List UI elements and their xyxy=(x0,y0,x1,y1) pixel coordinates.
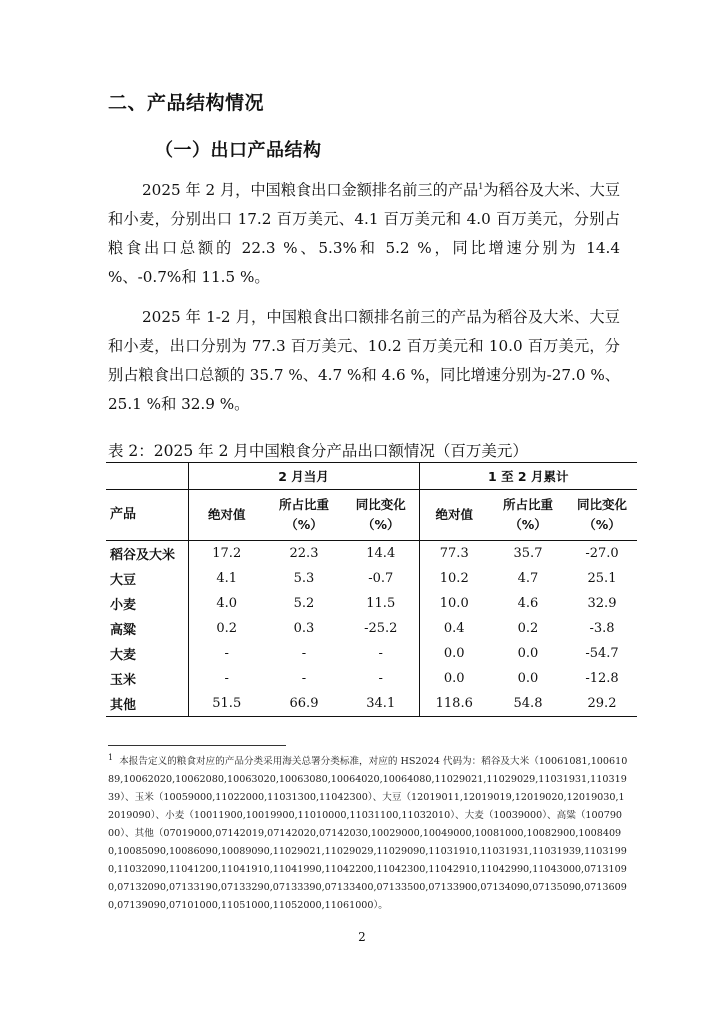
export-table xyxy=(106,462,637,717)
product-cell: 小麦 xyxy=(106,591,188,616)
month-share-cell: - xyxy=(301,646,307,661)
month-yoy-cell: 34.1 xyxy=(343,691,419,717)
table-row xyxy=(106,616,637,641)
cumulative-absolute-cell: 77.3 xyxy=(439,546,469,561)
month-yoy-cell: - xyxy=(343,641,419,666)
cumulative-yoy-cell: 32.9 xyxy=(587,596,617,611)
table-row xyxy=(106,591,637,616)
column-header-product: 产品 xyxy=(106,490,188,541)
cumulative-yoy-cell: -27.0 xyxy=(585,546,619,561)
month-share-cell: 5.3 xyxy=(293,571,315,586)
product-cell: 大豆 xyxy=(106,566,188,591)
paragraph-2-text: 2025 年 1-2 月，中国粮食出口额排名前三的产品为稻谷及大米、大豆和小麦，出口分别为 77.3 百万美元、10.2 百万美元和 10.0 百万美元，分别占粮食出口总额的 35.7 %、4.7 %和 4.6 %，同比增速分别为-27.0 %、25.1 %和 32.9 %。 xyxy=(108,308,620,413)
table-caption: 表 2：2025 年 2 月中国粮食分产品出口额情况（百万美元） xyxy=(108,442,528,460)
cumulative-yoy-cell: -54.7 xyxy=(585,646,619,661)
cumulative-absolute-cell: 10.2 xyxy=(439,571,469,586)
month-absolute-cell: 4.1 xyxy=(216,571,238,586)
footnote-text: 本报告定义的粮食对应的产品分类采用海关总署分类标准，对应的 HS2024 代码为：稻谷及大米（10061081,10061089,10062020,10062080,10063020,10063080,10064020,10064080,11029021,11029029,11031931,11031939）、玉米（10059000,11022000,11031300,11042300）、大豆（12019011,12019019,12019020,12019030,12019090）、小麦（10011900,10019900,11010000,11031100,11032010）、大麦（10039000）、高粱（10079000）、其他（07019000,07142019,07142020,07142030,10029000,10049000,10081000,10082900,10084090,10085090,10086090,10089090,11029021,11029029,11029090,11031910,11031931,11031939,11031990,11032090,11041200,11041910,11041990,11042200,11042300,11042910,11042990,11043000,07131090,07132090,07133190,07133290,07133390,07133400,07133500,07133900,07134090,07135090,07136090,07139090,07101000,11051000,11052000,11061000）。 xyxy=(108,756,628,911)
month-share-cell: - xyxy=(301,671,307,686)
month-share-cell: 5.2 xyxy=(293,596,315,611)
month-yoy-cell: 11.5 xyxy=(343,591,419,616)
month-yoy-cell: -0.7 xyxy=(343,566,419,591)
page-number: 2 xyxy=(358,930,366,944)
cumulative-absolute-cell: 0.0 xyxy=(443,671,465,686)
subsection-title: （一）出口产品结构 xyxy=(155,140,322,161)
table-row xyxy=(106,566,637,591)
cumulative-share-cell: 35.7 xyxy=(513,546,543,561)
cumulative-absolute-cell: 10.0 xyxy=(439,596,469,611)
table-body xyxy=(106,541,637,717)
product-cell: 其他 xyxy=(106,691,188,717)
product-cell: 大麦 xyxy=(106,641,188,666)
cumulative-share-cell: 4.7 xyxy=(517,571,539,586)
month-share-cell: 66.9 xyxy=(265,691,343,717)
cumulative-share-cell: 4.6 xyxy=(517,596,539,611)
paragraph-2 xyxy=(108,303,620,419)
product-cell: 玉米 xyxy=(106,666,188,691)
footnote-reference[interactable]: 1 xyxy=(478,181,484,191)
month-absolute-cell: 17.2 xyxy=(212,546,242,561)
cumulative-share-cell: 0.2 xyxy=(517,621,539,636)
month-share-cell: 0.3 xyxy=(293,621,315,636)
paragraph-1 xyxy=(108,176,620,292)
product-cell: 高粱 xyxy=(106,616,188,641)
month-share-cell: 22.3 xyxy=(289,546,319,561)
footnote xyxy=(108,753,628,915)
product-cell: 稻谷及大米 xyxy=(106,541,188,567)
cumulative-share-cell: 54.8 xyxy=(489,691,567,717)
month-yoy-cell: -25.2 xyxy=(343,616,419,641)
column-header-month-absolute: 绝对值 xyxy=(188,490,265,541)
cumulative-yoy-cell: 29.2 xyxy=(567,691,637,717)
table-row xyxy=(106,691,637,717)
table-row xyxy=(106,541,637,567)
month-absolute-cell: 51.5 xyxy=(188,691,265,717)
month-absolute-cell: 0.2 xyxy=(216,621,238,636)
cumulative-absolute-cell: 0.0 xyxy=(443,646,465,661)
section-title: 二、产品结构情况 xyxy=(108,92,265,114)
cumulative-share-cell: 0.0 xyxy=(517,671,539,686)
column-header-cumulative-absolute: 绝对值 xyxy=(419,490,489,541)
group-header-cumulative: 1 至 2 月累计 xyxy=(419,463,637,490)
column-header-month-share: 所占比重（%） xyxy=(265,490,343,541)
column-header-cumulative-share: 所占比重（%） xyxy=(489,490,567,541)
month-absolute-cell: - xyxy=(224,671,229,686)
table-corner xyxy=(106,463,188,490)
footnote-marker: 1 xyxy=(108,752,114,762)
cumulative-absolute-cell: 0.4 xyxy=(443,621,465,636)
footnote-rule xyxy=(108,745,286,746)
table-row xyxy=(106,666,637,691)
month-yoy-cell: 14.4 xyxy=(343,541,419,567)
cumulative-yoy-cell: 25.1 xyxy=(587,571,617,586)
cumulative-absolute-cell: 118.6 xyxy=(419,691,489,717)
cumulative-yoy-cell: -3.8 xyxy=(589,621,615,636)
table-row xyxy=(106,641,637,666)
month-yoy-cell: - xyxy=(343,666,419,691)
month-absolute-cell: 4.0 xyxy=(216,596,238,611)
paragraph-1-text-b: 为稻谷及大米、大豆和小麦，分别出口 17.2 百万美元、4.1 百万美元和 4.0 百万美元，分别占粮食出口总额的 22.3 %、5.3%和 5.2 %，同比增速分别为 14.4 %、-0.7%和 11.5 %。 xyxy=(108,181,621,286)
paragraph-1-text-a: 2025 年 2 月，中国粮食出口金额排名前三的产品 xyxy=(142,181,479,199)
cumulative-share-cell: 0.0 xyxy=(517,646,539,661)
cumulative-yoy-cell: -12.8 xyxy=(585,671,619,686)
column-header-month-yoy: 同比变化（%） xyxy=(343,490,419,541)
column-header-cumulative-yoy: 同比变化（%） xyxy=(567,490,637,541)
group-header-month: 2 月当月 xyxy=(188,463,419,490)
month-absolute-cell: - xyxy=(224,646,229,661)
